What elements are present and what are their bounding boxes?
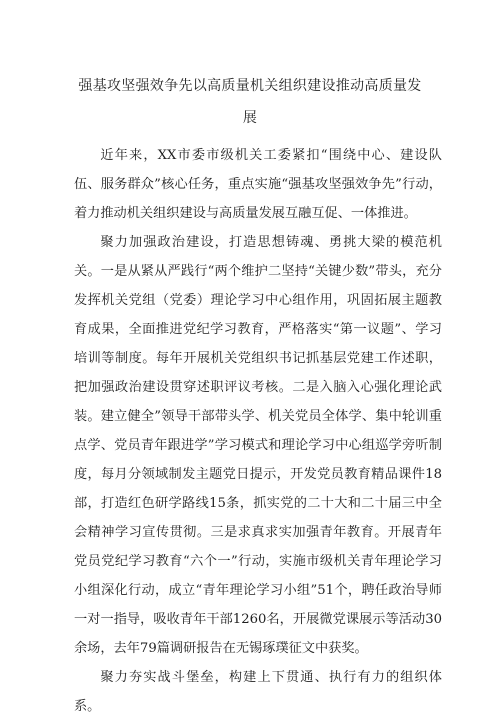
- document-title-line-1: 强基攻坚强效争先以高质量机关组织建设推动高质量发: [78, 78, 422, 94]
- paragraph-political-building: 聚力加强政治建设，打造思想铸魂、勇挑大梁的模范机关。一是从紧从严践行“两个维护二坚持“关键少数”带头，充分发挥机关党组（党委）理论学习中心组作用，巩固拓展主题教育成果，全面推进党纪学习教育，严格落实“第一议题”、学习培训等制度。每年开展机关党组织书记抓基层党建工作述职，把加强政治建设贯穿述职评议考核。二是入脑入心强化理论武装。建立健全”领导干部带头学、机关党员全体学、集中轮训重点学、党员青年跟进学”学习模式和理论学习中心组巡学旁听制度，每月分领域制发主题党日提示，开发党员教育精品课件18部，打造红色研学路线15条，抓实党的二十大和二十届三中全会精神学习宣传贯彻。三是求真求实加强青年教育。开展青年党员党纪学习教育“六个一”行动，实施市级机关青年理论学习小组深化行动，成立“青年理论学习小组”51个，聘任政治导师一对一指导，吸收青年干部1260名，开展微党课展示等活动30余场，去年79篇调研报告在无锡琢璞征文中获奖。: [74, 235, 442, 656]
- document-body: [74, 141, 442, 721]
- paragraph-fortress: 聚力夯实战斗堡垒，构建上下贯通、执行有力的组织体系。: [74, 670, 442, 714]
- paragraph-intro: 近年来，XX市委市级机关工委紧扣“围绕中心、建设队伍、服务群众”核心任务，重点实施“强基攻坚强效争先”行动，着力推动机关组织建设与高质量发展互融互促、一体推进。: [74, 148, 442, 221]
- document-title-line-2: 展: [242, 110, 258, 126]
